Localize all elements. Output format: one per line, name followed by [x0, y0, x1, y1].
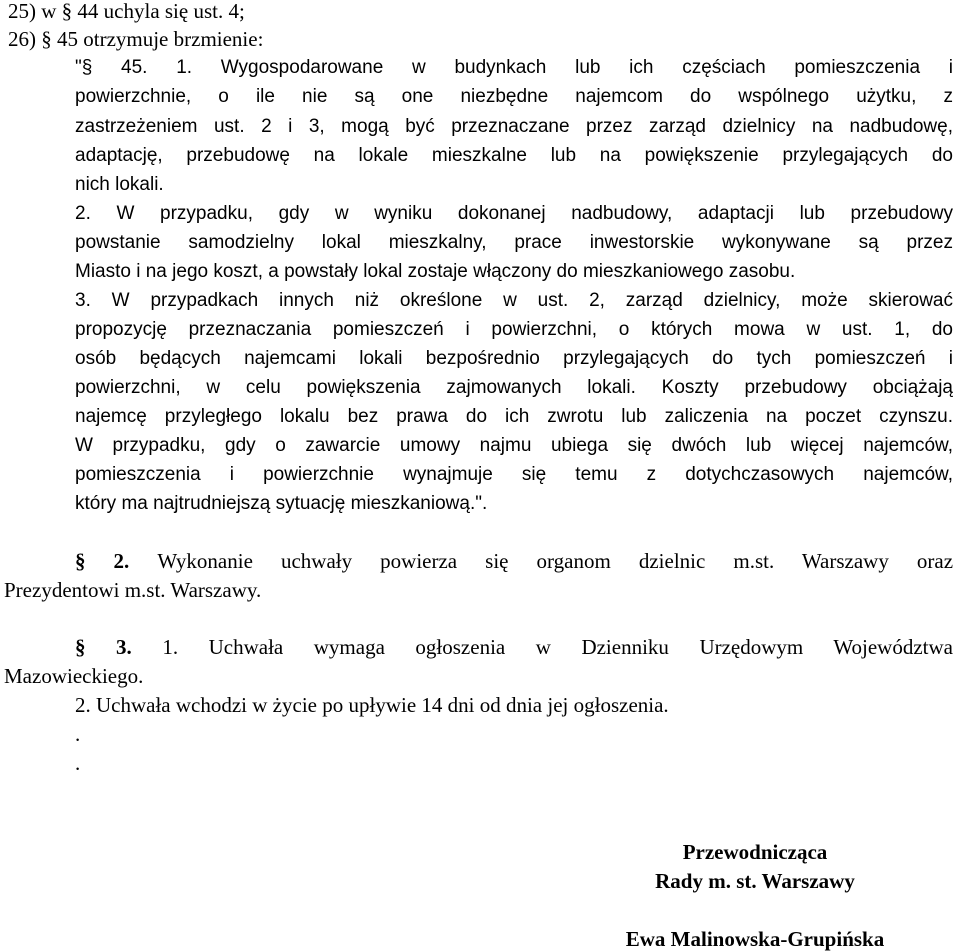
s45-p3-line-3: osób będących najemcami lokali bezpośrednio przylegających do tych pomieszczeń i — [75, 348, 953, 369]
section-2-line-1 — [75, 548, 953, 574]
section-3-line-1 — [75, 634, 953, 660]
section-3-line-2: Mazowieckiego. — [4, 664, 144, 688]
trailing-dot-1: . — [75, 722, 81, 746]
amendment-item-25: 25) w § 44 uchyla się ust. 4; — [8, 0, 245, 23]
signature-name: Ewa Malinowska-Grupińska — [625, 927, 885, 951]
signature-body: Rady m. st. Warszawy — [655, 869, 855, 893]
section-2-text: Wykonanie uchwały powierza się organom dzielnic m.st. Warszawy oraz — [157, 549, 954, 573]
s45-p3-line-6: W przypadku, gdy o zawarcie umowy najmu ubiega się dwóch lub więcej najemców, — [75, 435, 953, 456]
s45-p1-line-2: powierzchnie, o ile nie są one niezbędne najemcom do wspólnego użytku, z — [75, 86, 953, 107]
s45-p2-line-2: powstanie samodzielny lokal mieszkalny, prace inwestorskie wykonywane są przez — [75, 232, 953, 253]
section-3-point-2: 2. Uchwała wchodzi w życie po upływie 14 dni od dnia jej ogłoszenia. — [75, 693, 669, 717]
s45-p3-line-1: 3. W przypadkach innych niż określone w ust. 2, zarząd dzielnicy, może skierować — [75, 290, 953, 311]
trailing-dot-2: . — [75, 751, 81, 775]
s45-p3-line-5: najemcę przyległego lokalu bez prawa do ich zwrotu lub zaliczenia na poczet czynszu. — [75, 406, 953, 427]
s45-p1-line-4: adaptację, przebudowę na lokale mieszkalne lub na powiększenie przylegających do — [75, 145, 953, 166]
s45-p3-line-2: propozycję przeznaczania pomieszczeń i powierzchni, o których mowa w ust. 1, do — [75, 319, 953, 340]
s45-p1-line-3: zastrzeżeniem ust. 2 i 3, mogą być przeznaczane przez zarząd dzielnicy na nadbudowę, — [75, 116, 953, 137]
s45-p3-line-4: powierzchni, w celu powiększenia zajmowanych lokali. Koszty przebudowy obciążają — [75, 377, 953, 398]
signature-role: Przewodnicząca — [682, 840, 828, 864]
s45-p1-line-1: "§ 45. 1. Wygospodarowane w budynkach lub ich częściach pomieszczenia i — [75, 57, 953, 78]
s45-p2-line-1: 2. W przypadku, gdy w wyniku dokonanej nadbudowy, adaptacji lub przebudowy — [75, 203, 953, 224]
section-3-number: § 3. — [75, 635, 132, 659]
s45-p3-line-7: pomieszczenia i powierzchnie wynajmuje się temu z dotychczasowych najemców, — [75, 464, 953, 485]
section-2-line-2: Prezydentowi m.st. Warszawy. — [4, 578, 262, 602]
section-3-text: 1. Uchwała wymaga ogłoszenia w Dzienniku Urzędowym Województwa — [162, 635, 953, 659]
s45-p3-line-8: który ma najtrudniejszą sytuację mieszkaniową.". — [75, 493, 488, 514]
s45-p1-line-5: nich lokali. — [75, 174, 164, 195]
s45-p2-line-3: Miasto i na jego koszt, a powstały lokal zostaje włączony do mieszkaniowego zasobu. — [75, 261, 796, 282]
amendment-item-26: 26) § 45 otrzymuje brzmienie: — [8, 27, 264, 51]
section-2-number: § 2. — [75, 549, 130, 573]
